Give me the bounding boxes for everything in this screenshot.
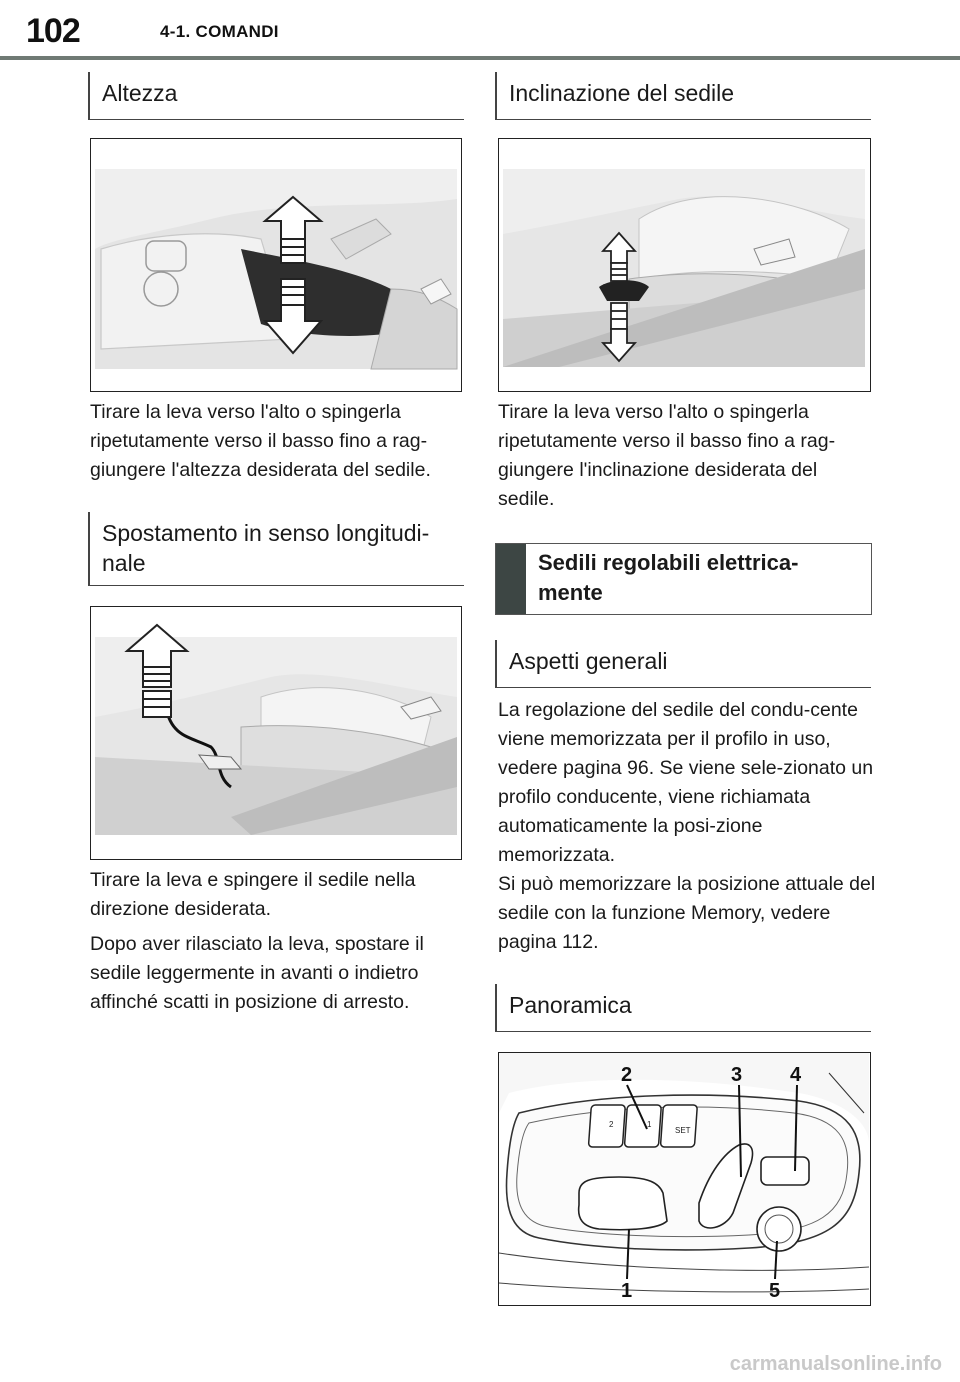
seat-controls-overview <box>499 1053 869 1304</box>
text-aspetti-2: Si può memorizzare la posizione attuale del sedile con la funzione Memory, vedere pagina 112. <box>498 873 876 953</box>
watermark: carmanualsonline.info <box>729 1353 942 1375</box>
callout-4: 4 <box>790 1064 802 1086</box>
figure-altezza <box>90 138 462 392</box>
figure-inclinazione <box>498 138 871 392</box>
memory-button-2-label: 2 <box>609 1120 614 1129</box>
heading-panoramica: Panoramica <box>495 984 871 1032</box>
callout-5: 5 <box>769 1280 781 1302</box>
text-spostamento-1: Tirare la leva e spingere il sedile nella direzione desiderata. <box>90 869 416 920</box>
text-aspetti-1: La regolazione del sedile del condu-cente viene memorizzata per il profilo in uso, vedere pagina 96. Se viene sele-zionato un profilo conducente, viene richiamata automaticamente la posi-zione memorizzata. <box>498 699 874 866</box>
heading-aspetti-generali: Aspetti generali <box>495 640 871 688</box>
text-spostamento-2: Dopo aver rilasciato la leva, spostare il sedile leggermente in avanti o indietro affinché scatti in posizione di arresto. <box>90 933 424 1013</box>
memory-button-1-label: 1 <box>647 1120 652 1129</box>
heading-altezza: Altezza <box>88 72 464 120</box>
figure-panoramica <box>498 1052 871 1306</box>
heading-inclinazione: Inclinazione del sedile <box>495 72 871 120</box>
header-divider <box>0 56 960 60</box>
seat-height-illustration <box>91 139 460 390</box>
figure-spostamento <box>90 606 462 860</box>
callout-2: 2 <box>621 1064 633 1086</box>
text-inclinazione: Tirare la leva verso l'alto o spingerla ripetutamente verso il basso fino a rag-giungere l'inclinazione desiderata del sedile. <box>498 401 836 510</box>
text-altezza: Tirare la leva verso l'alto o spingerla ripetutamente verso il basso fino a rag-giungere l'altezza desiderata del sedile. <box>90 401 431 481</box>
page-number: 102 <box>26 12 80 50</box>
seat-longitudinal-illustration <box>91 607 460 858</box>
callout-3: 3 <box>731 1064 743 1086</box>
heading-spostamento: Spostamento in senso longitudi-nale <box>88 512 464 586</box>
section-title: Sedili regolabili elettrica-mente <box>538 550 799 605</box>
chapter-title: 4-1. COMANDI <box>160 22 279 41</box>
callout-1: 1 <box>621 1280 633 1302</box>
section-title-box <box>495 543 872 615</box>
section-title-bar <box>496 544 526 614</box>
seat-tilt-illustration <box>499 139 869 390</box>
memory-set-button-label: SET <box>675 1126 691 1135</box>
